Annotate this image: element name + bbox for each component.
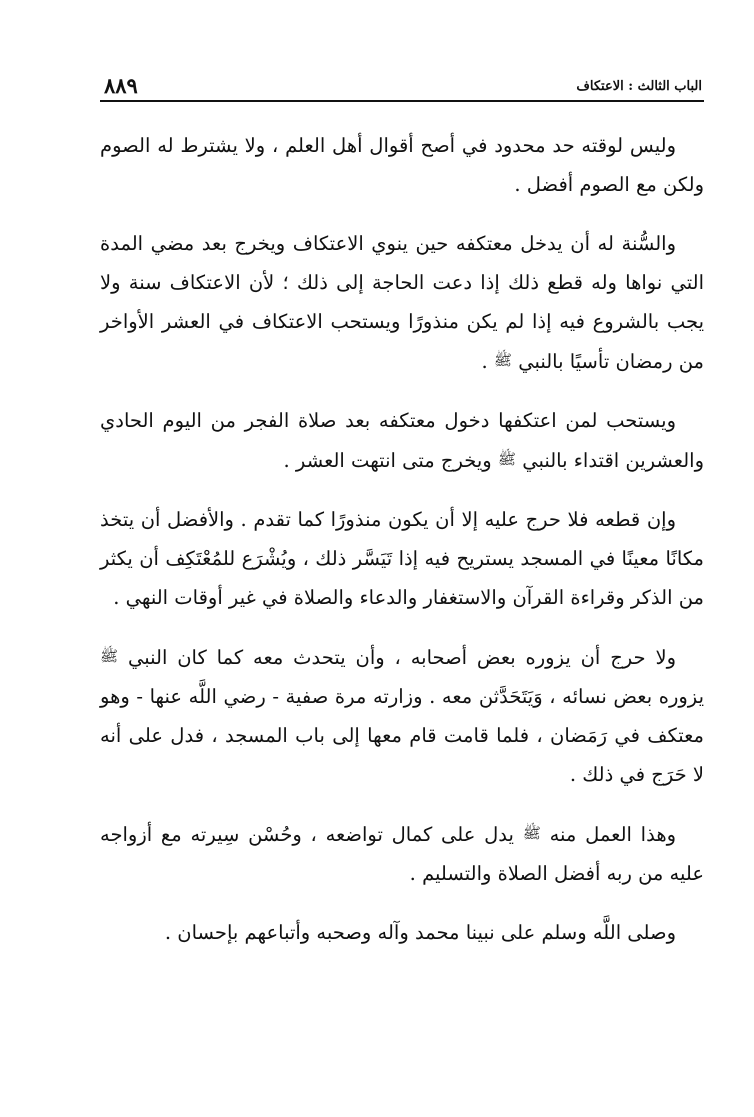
paragraph-text: يزوره بعض نسائه ، وَيَتَحَدَّثن معه . وزارته مرة صفية - رضي اللَّه عنها - وهو معتكف في رَمَضان ، فلما قامت قام معها إلى باب المسجد ، فدل على أنه لا حَرَج في ذلك . [100, 685, 704, 786]
paragraph-1 [100, 126, 704, 204]
paragraph-2 [100, 224, 704, 381]
paragraph-text: . [481, 350, 488, 373]
paragraph-text: وهذا العمل منه [549, 823, 677, 846]
paragraph-6 [100, 814, 704, 893]
paragraph-text: ولا حرج أن يزوره بعض أصحابه ، وأن يتحدث معه كما كان النبي [128, 646, 677, 669]
paragraph-text: يدل على كمال تواضعه ، وحُسْن سِيرته مع أزواجه عليه من ربه أفضل الصلاة والتسليم . [100, 823, 704, 885]
running-title: الباب الثالث : الاعتكاف [576, 79, 702, 94]
paragraph-text: ويستحب لمن اعتكفها دخول معتكفه بعد صلاة الفجر من اليوم الحادي والعشرين اقتداء بالنبي [100, 409, 704, 472]
paragraph-4 [100, 500, 704, 617]
page-header [100, 73, 704, 99]
page-number: ٨٨٩ [104, 73, 138, 98]
paragraph-5 [100, 637, 704, 794]
paragraph-text: وصلى اللَّه وسلم على نبينا محمد وآله وصحبه وأتباعهم بإحسان . [164, 921, 676, 944]
paragraph-3 [100, 401, 704, 480]
paragraph-text: والسُّنة له أن يدخل معتكفه حين ينوي الاعتكاف ويخرج بعد مضي المدة التي نواها وله قطع ذلك إذا دعت الحاجة إلى ذلك ؛ لأن الاعتكاف سنة ولا يجب بالشروع فيه إذا لم يكن منذورًا ويستحب الاعتكاف في العشر الأواخر من رمضان تأسيًا بالنبي [100, 232, 704, 373]
header-rule [100, 100, 704, 102]
honorific-glyph: ﷺ [522, 824, 541, 842]
paragraph-text: ويخرج متى انتهت العشر . [283, 449, 492, 472]
honorific-glyph: ﷺ [493, 351, 512, 369]
paragraph-text: وليس لوقته حد محدود في أصح أقوال أهل العلم ، ولا يشترط له الصوم ولكن مع الصوم أفضل . [100, 134, 704, 196]
honorific-glyph: ﷺ [100, 647, 119, 665]
paragraph-text: وإن قطعه فلا حرج عليه إلا أن يكون منذورًا كما تقدم . والأفضل أن يتخذ مكانًا معينًا في المسجد يستريح فيه إذا تَيَسَّر ذلك ، ويُشْرَع للمُعْتَكِف أن يكثر من الذكر وقراءة القرآن والاستغفار والدعاء والصلاة في غير أوقات النهي . [100, 508, 704, 609]
paragraph-7 [100, 913, 704, 952]
honorific-glyph: ﷺ [497, 450, 516, 468]
body-text [100, 126, 704, 952]
